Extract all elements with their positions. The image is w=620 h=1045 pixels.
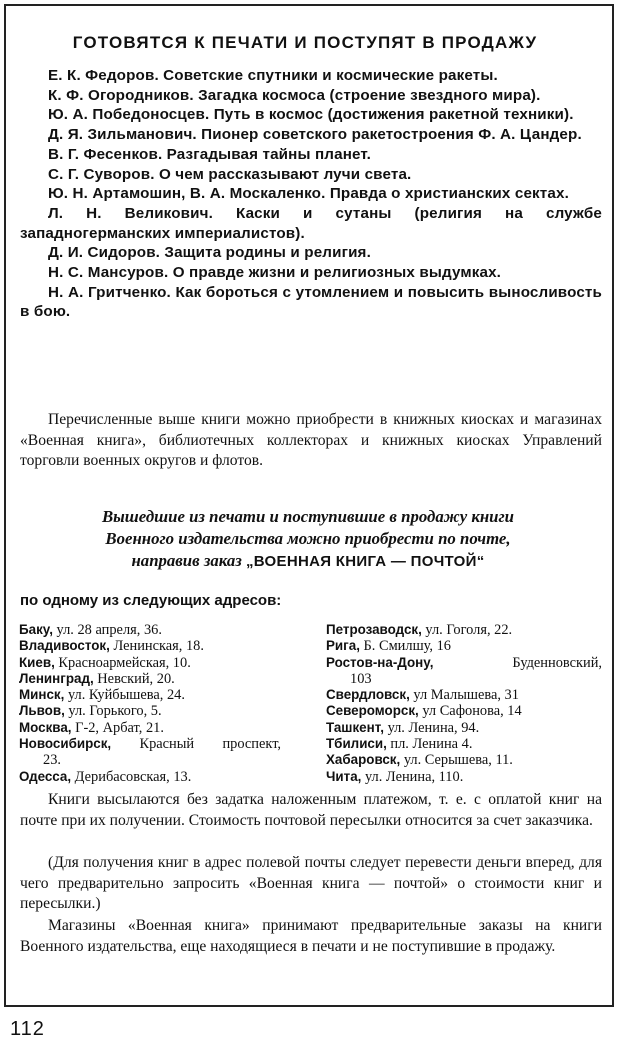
address-column-left	[19, 622, 291, 785]
page-number: 112	[10, 1018, 45, 1040]
address-item	[19, 736, 291, 769]
address-city: Свердловск,	[326, 687, 410, 703]
address-city: Киев,	[19, 654, 55, 670]
address-city: Баку,	[19, 622, 53, 637]
shipping-note: Книги высылаются без задатка наложенным платежом, т. е. с оплатой книг на почте при их получении. Стоимость почтовой пересылки относится за счет заказчика.	[20, 791, 602, 829]
book-entry: Н. С. Мансуров. О правде жизни и религиозных выдумках.	[48, 264, 502, 282]
address-city: Минск,	[19, 687, 65, 703]
address-city: Львов,	[19, 703, 65, 719]
address-street: ул Сафонова, 14	[418, 703, 522, 720]
address-city: Москва,	[19, 719, 72, 735]
address-item	[326, 752, 602, 768]
address-street: ул. Ленина, 110.	[361, 768, 464, 785]
address-item	[19, 622, 291, 638]
address-street: ул Малышева, 31	[409, 687, 519, 704]
address-item	[326, 769, 602, 785]
address-street: Г-2, Арбат, 21.	[71, 719, 164, 736]
address-item	[326, 703, 602, 719]
mail-order-service-name: „ВОЕННАЯ КНИГА — ПОЧТОЙ“	[246, 553, 485, 570]
address-street: пл. Ленина 4.	[386, 736, 473, 753]
book-entry: Д. Я. Зильманович. Пионер советского ракетостроения Ф. А. Цандер.	[48, 126, 582, 144]
address-city: Одесса,	[19, 768, 72, 784]
address-street: ул. Гоголя, 22.	[421, 622, 513, 638]
address-item	[326, 687, 602, 703]
page-title: ГОТОВЯТСЯ К ПЕЧАТИ И ПОСТУПЯТ В ПРОДАЖУ	[72, 33, 538, 52]
mail-order-headline	[10, 506, 606, 573]
headline-line: Вышедшие из печати и поступившие в продажу книги	[101, 507, 515, 526]
book-entry: С. Г. Суворов. О чем рассказывают лучи света.	[48, 165, 412, 183]
address-item	[326, 655, 602, 688]
address-street: Ленинская, 18.	[109, 638, 204, 655]
address-item	[19, 638, 291, 654]
book-entry: Н. А. Гритченко. Как бороться с утомлением и повысить выносливость в бою.	[20, 283, 602, 321]
address-item	[19, 687, 291, 703]
book-entry: В. Г. Фесенков. Разгадывая тайны планет.	[48, 145, 372, 163]
address-city: Хабаровск,	[326, 752, 401, 768]
field-post-note: (Для получения книг в адрес полевой почты следует перевести деньги вперед, для чего предварительно запросить «Военная книга — почтой» о стоимости книг и пересылки.)	[20, 854, 602, 912]
address-city: Ленинград,	[19, 670, 94, 686]
address-item	[326, 720, 602, 736]
headline-line: Военного издательства можно приобрести по почте,	[105, 529, 511, 548]
address-item	[19, 769, 291, 785]
address-city: Ростов-на-Дону,	[326, 654, 434, 670]
book-entry: Ю. А. Победоносцев. Путь в космос (достижения ракетной техники).	[48, 106, 574, 124]
book-list	[20, 66, 602, 322]
address-street: Красный проспект, 23.	[43, 736, 281, 769]
address-item	[326, 622, 602, 638]
address-item	[19, 671, 291, 687]
address-item	[19, 655, 291, 671]
address-street: Буденновский, 103	[350, 654, 602, 687]
address-city: Рига,	[326, 638, 360, 654]
headline-line	[10, 550, 606, 573]
address-street: ул. Ленина, 94.	[383, 719, 480, 736]
address-item	[19, 703, 291, 719]
address-street: ул. Куйбышева, 24.	[64, 687, 185, 704]
book-entry: Л. Н. Великович. Каски и сутаны (религия на службе западногерманских империалистов).	[20, 204, 602, 242]
address-street: Дерибасовская, 13.	[71, 768, 192, 785]
address-street: ул. Серышева, 11.	[400, 752, 513, 769]
address-city: Тбилиси,	[326, 736, 387, 752]
addresses-intro: по одному из следующих адресов:	[20, 592, 282, 609]
headline-prefix: направив заказ	[131, 551, 246, 570]
book-entry: Д. И. Сидоров. Защита родины и религия.	[48, 244, 371, 262]
preorder-note: Магазины «Военная книга» принимают предварительные заказы на книги Военного издательства, еще находящиеся в печати и не поступившие в продажу.	[20, 917, 602, 955]
address-city: Новосибирск,	[19, 736, 112, 752]
purchase-note: Перечисленные выше книги можно приобрести в книжных киосках и магазинах «Военная книга», библиотечных коллекторах и книжных киосках Управлений торговли военных округов и флотов.	[20, 411, 602, 469]
address-city: Петрозаводск,	[326, 622, 422, 637]
address-city: Чита,	[326, 768, 362, 784]
address-street: Б. Смилшу, 16	[359, 638, 451, 655]
address-city: Ташкент,	[326, 719, 384, 735]
address-item	[326, 638, 602, 654]
address-column-right	[326, 622, 602, 785]
book-entry: Е. К. Федоров. Советские спутники и космические ракеты.	[48, 67, 498, 84]
book-entry: Ю. Н. Артамошин, В. А. Москаленко. Правда о христианских сектах.	[48, 185, 569, 203]
address-city: Владивосток,	[19, 638, 110, 654]
address-city: Североморск,	[326, 703, 419, 719]
address-street: Невский, 20.	[93, 670, 175, 687]
address-street: ул. 28 апреля, 36.	[52, 622, 162, 638]
address-item	[326, 736, 602, 752]
address-street: ул. Горького, 5.	[64, 703, 162, 720]
book-entry: К. Ф. Огородников. Загадка космоса (строение звездного мира).	[48, 86, 541, 104]
address-street: Красноармейская, 10.	[54, 654, 191, 671]
address-item	[19, 720, 291, 736]
